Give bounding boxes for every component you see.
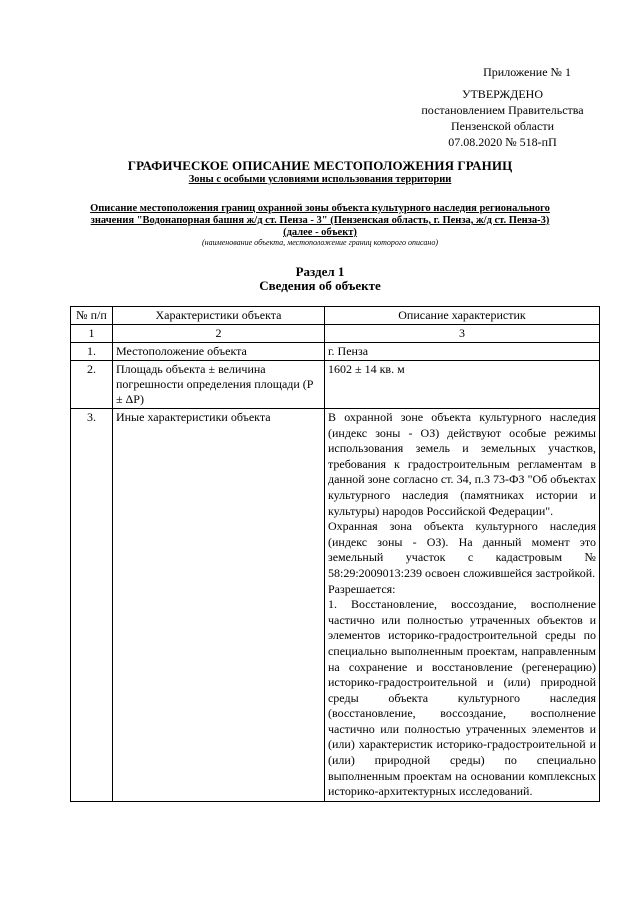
table-row	[71, 343, 600, 361]
approved-by-line2: Пензенской области	[451, 119, 554, 133]
value-paragraph-1: В охранной зоне объекта культурного наследия (индекс зоны - ОЗ) действуют особые режимы использования земель и земельных участков, требования к градостроительным регламентам в данной зоне согласно ст. 34, п.3 73-ФЗ "Об объектах культурного наследия (памятниках истории и культуры) народов Российской Федерации".	[327, 410, 596, 518]
header-number: № п/п	[71, 307, 113, 325]
row-number: 3.	[71, 409, 113, 802]
row-value	[324, 409, 599, 802]
appendix-label: Приложение № 1	[483, 65, 571, 79]
value-paragraph-3: Разрешается:	[327, 581, 396, 596]
description-line-1: Описание местоположения границ охранной зоны объекта культурного наследия регионального	[90, 203, 550, 214]
value-paragraph-2: Охранная зона объекта культурного наследия (индекс зоны - ОЗ). На данный момент это земельный участок с кадастровым № 58:29:2009013:239 освоен сложившейся застройкой.	[327, 519, 596, 580]
row-number: 1.	[71, 343, 113, 361]
approval-block	[400, 64, 605, 150]
row-value: г. Пенза	[324, 343, 599, 361]
header-description: Описание характеристик	[324, 307, 599, 325]
section-number: Раздел 1	[295, 264, 345, 279]
description-line-2: значения "Водонапорная башня ж/д ст. Пенза - 3" (Пензенская область, г. Пенза, ж/д ст. Пенза-3)	[90, 215, 550, 226]
header-characteristics: Характеристики объекта	[112, 307, 324, 325]
table-column-numbers-row	[71, 325, 600, 343]
row-value: 1602 ± 14 кв. м	[324, 361, 599, 409]
column-number: 2	[112, 325, 324, 343]
column-number: 1	[71, 325, 113, 343]
table-header-row	[71, 307, 600, 325]
row-characteristic: Местоположение объекта	[112, 343, 324, 361]
description-note: (наименование объекта, местоположение границ которого описано)	[201, 238, 438, 247]
object-info-table	[70, 306, 600, 802]
approved-label: УТВЕРЖДЕНО	[461, 87, 543, 101]
table-row	[71, 409, 600, 802]
document-title: ГРАФИЧЕСКОЕ ОПИСАНИЕ МЕСТОПОЛОЖЕНИЯ ГРАНИЦ	[127, 158, 513, 173]
table-row	[71, 361, 600, 409]
description-line-3: (далее - объект)	[283, 227, 357, 238]
approval-date-number: 07.08.2020 № 518-пП	[448, 135, 557, 149]
row-characteristic: Площадь объекта ± величина погрешности определения площади (P ± ΔP)	[112, 361, 324, 409]
row-number: 2.	[71, 361, 113, 409]
section-title: Сведения об объекте	[259, 278, 381, 293]
document-subtitle: Зоны с особыми условиями использования территории	[188, 174, 452, 185]
value-paragraph-4: 1. Восстановление, воссоздание, восполнение частично или полностью утраченных объектов и элементов историко-градостроительной среды по специально выполненным проектам, направленным на сохранение и восстановление (регенерацию) историко-градостроительной и (или) природной среды объекта культурного наследия (восстановление, воссоздание, восполнение частично или полностью утраченных элементов и (или) характеристик историко-градостроительной и (или) природной среды) по специально выполненным проектам на основании комплексных историко-архитектурных исследований.	[327, 597, 596, 799]
row-characteristic: Иные характеристики объекта	[112, 409, 324, 802]
column-number: 3	[324, 325, 599, 343]
approved-by-line1: постановлением Правительства	[421, 103, 584, 117]
